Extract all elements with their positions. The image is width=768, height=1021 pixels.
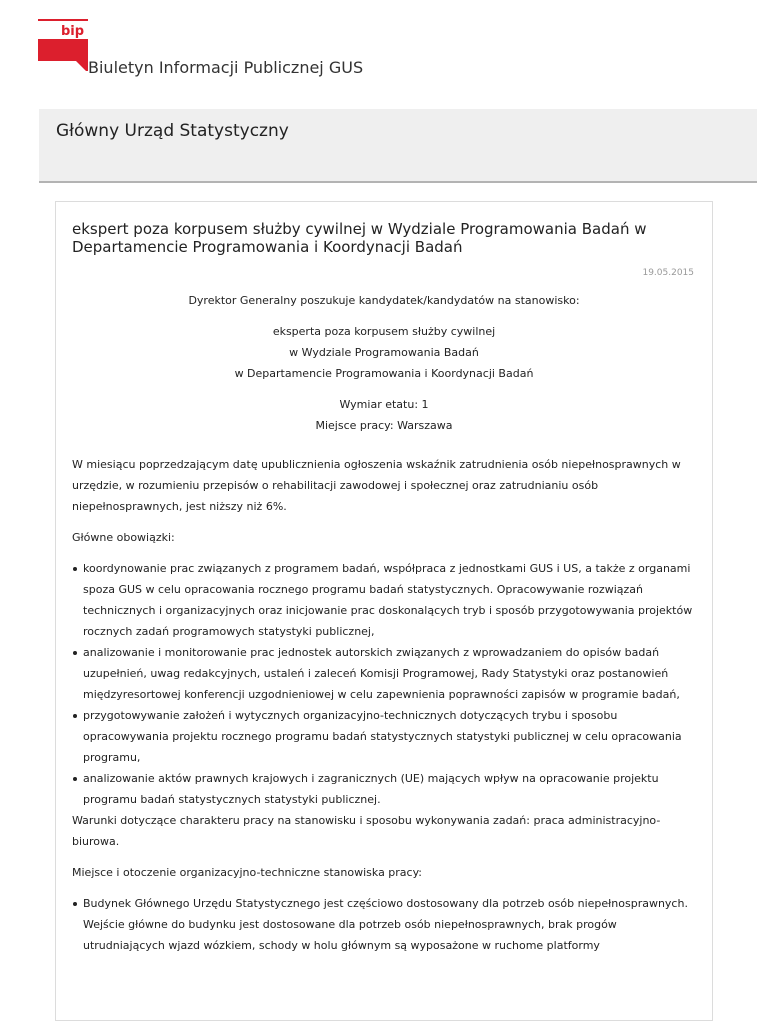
- position-line: w Departamencie Programowania i Koordynacji Badań: [234, 367, 534, 380]
- bip-logo-icon[interactable]: [38, 19, 88, 71]
- org-bar: [39, 109, 757, 183]
- bip-logo-text: bip: [61, 24, 85, 39]
- org-name[interactable]: Główny Urząd Statystyczny: [56, 121, 289, 141]
- list-item: analizowanie i monitorowanie prac jednostek autorskich związanych z wprowadzaniem do opisów badań uzupełnień, uwag redakcyjnych, ustaleń i zaleceń Komisji Programowej, Rady Statystyki oraz postanowień międzyresortowej konferencji uzgodnieniowej w celu zapewnienia poprawności zapisów w programie badań,: [83, 642, 696, 705]
- position-line: w Wydziale Programowania Badań: [289, 346, 479, 359]
- article-title: ekspert poza korpusem służby cywilnej w Wydziale Programowania Badań w Departamencie Programowania i Koordynacji Badań: [72, 220, 647, 256]
- site-header: [0, 0, 768, 100]
- wymiar-etatu: Wymiar etatu: 1: [339, 398, 429, 411]
- work-conditions: Warunki dotyczące charakteru pracy na stanowisku i sposobu wykonywania zadań: praca administracyjno-biurowa.: [72, 814, 661, 848]
- intro-text: Dyrektor Generalny poszukuje kandydatek/kandydatów na stanowisko:: [188, 294, 580, 307]
- miejsce-pracy: Miejsce pracy: Warszawa: [315, 419, 453, 432]
- list-item: koordynowanie prac związanych z programem badań, współpraca z jednostkami GUS i US, a także z organami spoza GUS w celu opracowania rocznego programu badań statystycznych. Opracowywanie rozwiązań technicznych i organizacyjnych oraz inicjowanie prac doskonalących tryb i sposób przygotowywania projektów rocznych zadań programowych statystyki publicznej,: [83, 558, 696, 642]
- list-item: Budynek Głównego Urzędu Statystycznego jest częściowo dostosowany dla potrzeb osób niepełnosprawnych. Wejście główne do budynku jest dostosowane dla potrzeb osób niepełnosprawnych, brak progów utrudniających wjazd wózkiem, schody w holu głównym są wyposażone w ruchome platformy: [83, 893, 696, 956]
- duties-list: [72, 558, 696, 810]
- site-title[interactable]: Biuletyn Informacji Publicznej GUS: [88, 58, 364, 77]
- article-card: [55, 201, 713, 1021]
- position-line: eksperta poza korpusem służby cywilnej: [272, 325, 496, 338]
- article-content: [72, 290, 696, 956]
- employment-note: W miesiącu poprzedzającym datę upublicznienia ogłoszenia wskaźnik zatrudnienia osób niepełnosprawnych w urzędzie, w rozumieniu przepisów o rehabilitacji zawodowej i społecznej oraz zatrudnianiu osób niepełnosprawnych, jest niższy niż 6%.: [72, 458, 681, 513]
- job-details: [72, 394, 696, 436]
- list-item: przygotowywanie założeń i wytycznych organizacyjno-technicznych dotyczących trybu i sposobu opracowywania projektu rocznego programu badań statystycznych statystyki publicznej w celu opracowania programu,: [83, 705, 696, 768]
- article-date: 19.05.2015: [642, 268, 694, 278]
- position-block: [72, 321, 696, 384]
- environment-list: [72, 893, 696, 956]
- list-item: analizowanie aktów prawnych krajowych i zagranicznych (UE) mających wpływ na opracowanie projektu programu badań statystycznych statystyki publicznej.: [83, 768, 696, 810]
- duties-heading: Główne obowiązki:: [72, 531, 175, 544]
- environment-heading: Miejsce i otoczenie organizacyjno-techniczne stanowiska pracy:: [72, 866, 423, 879]
